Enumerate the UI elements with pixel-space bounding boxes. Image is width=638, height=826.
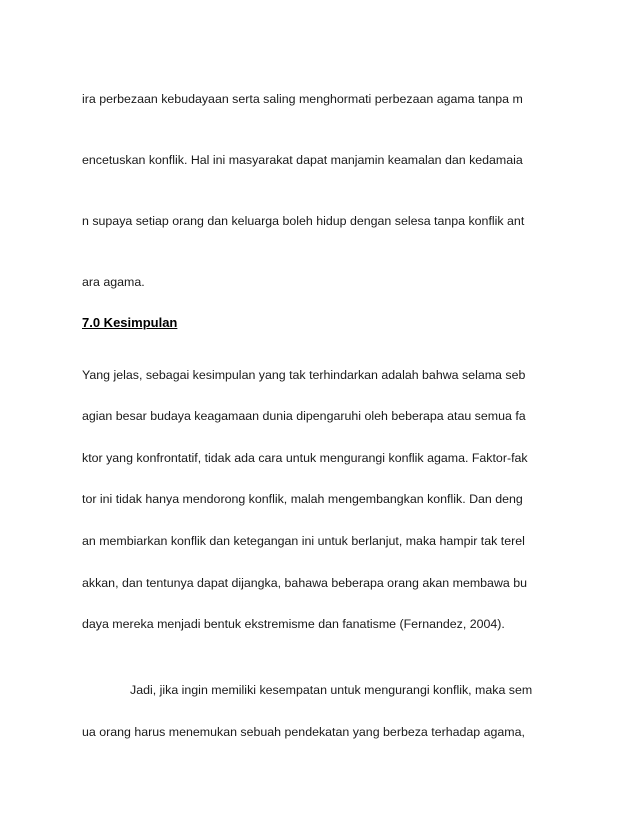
text-line: ktor yang konfrontatif, tidak ada cara untuk mengurangi konflik agama. Faktor-fak xyxy=(82,451,528,465)
text-line: encetuskan konflik. Hal ini masyarakat dapat manjamin keamalan dan kedamaia xyxy=(82,153,523,167)
text-line: n supaya setiap orang dan keluarga boleh hidup dengan selesa tanpa konflik ant xyxy=(82,214,525,228)
text-line: agian besar budaya keagamaan dunia dipengaruhi oleh beberapa atau semua fa xyxy=(82,409,526,423)
text-line: tor ini tidak hanya mendorong konflik, malah mengembangkan konflik. Dan deng xyxy=(82,492,523,506)
text-line: akkan, dan tentunya dapat dijangka, bahawa beberapa orang akan membawa bu xyxy=(82,576,528,590)
text-line: an membiarkan konflik dan ketegangan ini untuk berlanjut, maka hampir tak terel xyxy=(82,534,525,548)
text-line: Yang jelas, sebagai kesimpulan yang tak terhindarkan adalah bahwa selama seb xyxy=(82,368,526,382)
text-line: ua orang harus menemukan sebuah pendekatan yang berbeza terhadap agama, xyxy=(82,725,525,739)
text-line: Jadi, jika ingin memiliki kesempatan untuk mengurangi konflik, maka sem xyxy=(130,683,533,697)
section-heading: 7.0 Kesimpulan xyxy=(82,315,178,330)
text-line: ira perbezaan kebudayaan serta saling menghormati perbezaan agama tanpa m xyxy=(82,92,523,106)
text-line: daya mereka menjadi bentuk ekstremisme dan fanatisme (Fernandez, 2004). xyxy=(82,617,505,631)
text-line: ara agama. xyxy=(82,275,145,289)
